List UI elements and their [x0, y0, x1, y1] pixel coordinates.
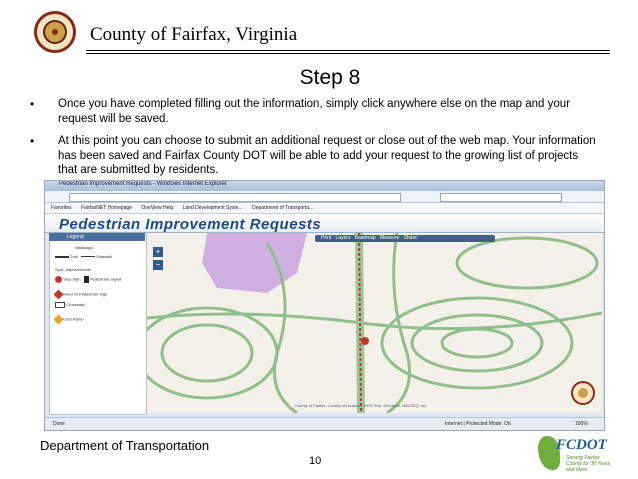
search-field[interactable]: [440, 193, 562, 202]
bullet-marker: •: [30, 97, 35, 111]
favorites-item[interactable]: FairfaxNET Homepage: [80, 205, 132, 211]
map-credit: County of Fairfax, County of Loudoun, DHS, Esri, DeLorme, NAVTEQ, Inc.: [295, 403, 427, 408]
status-bar: [45, 417, 604, 430]
header-rule-top: [86, 50, 610, 51]
status-zone: Internet | Protected Mode: On: [445, 421, 511, 427]
ped-sign-icon: [54, 290, 64, 300]
favorites-bar: [45, 203, 604, 214]
header-rule-bottom: [86, 53, 610, 54]
toolbar-print[interactable]: Print: [321, 235, 332, 241]
curb-ramp-icon: [54, 315, 64, 325]
map-graphic: [147, 233, 602, 413]
legend-item: Spot_Improvements: [55, 267, 91, 272]
favorites-item[interactable]: Land Development Syste...: [182, 205, 243, 211]
org-title: County of Fairfax, Virginia: [90, 24, 298, 45]
toolbar-share[interactable]: Share: [403, 235, 417, 241]
crosswalk-icon: [55, 302, 65, 308]
ped-signal-icon: [84, 276, 89, 283]
url-field[interactable]: [69, 193, 401, 202]
embedded-screenshot: [44, 180, 605, 431]
fcdot-logo-text: FCDOT: [556, 437, 607, 453]
legend-item: Sidewalk: [96, 254, 113, 259]
legend-item: Walkways: [75, 245, 93, 250]
favorites-item[interactable]: Favorites: [51, 205, 72, 211]
slide-title: Step 8: [299, 66, 361, 89]
zoom-level: 100%: [575, 421, 588, 427]
fcdot-logo-tagline: Serving Fairfax County for 30 Years and More: [566, 455, 611, 473]
zoom-out-button[interactable]: −: [153, 260, 163, 270]
toolbar-layers[interactable]: Layers: [335, 235, 351, 241]
legend-list: Walkways Trail Sidewalk Spot_Improvements Stop Sign Pedestrian Signal Need To Pedestrian Sign Crosswalk Curb Ramp: [55, 245, 139, 323]
web-map[interactable]: [147, 233, 602, 413]
bullet-text-1: Once you have completed filling out the information, simply click anywhere else on the map and your request will be saved.: [58, 98, 571, 125]
county-seal-icon: [34, 11, 76, 53]
bullet-marker: •: [30, 134, 35, 148]
favorites-item[interactable]: Department of Transporta...: [252, 205, 314, 211]
page-number: 10: [309, 455, 322, 467]
app-title: Pedestrian Improvement Requests: [59, 216, 322, 233]
toolbar-basemap[interactable]: Basemap: [354, 235, 376, 241]
department-label: Department of Transportation: [40, 438, 210, 453]
legend-item: Trail: [70, 254, 78, 259]
favorites-item[interactable]: OneView Help: [141, 205, 174, 211]
legend-header[interactable]: Legend: [49, 233, 145, 241]
bullet-text-2: At this point you can choose to submit an additional request or close out of the web map. Your information has been saved and Fairfax County DOT will be able to add your request to the growing list of projects that are submitted by residents.: [58, 135, 596, 176]
status-text: Done: [53, 421, 65, 427]
map-toolbar: [315, 235, 495, 242]
toolbar-measure[interactable]: Measure: [379, 235, 400, 241]
window-title-bar: Pedestrian Improvement Requests - Windows Internet Explorer: [45, 181, 604, 191]
stop-sign-icon: [55, 276, 62, 283]
zoom-in-button[interactable]: +: [153, 247, 163, 257]
